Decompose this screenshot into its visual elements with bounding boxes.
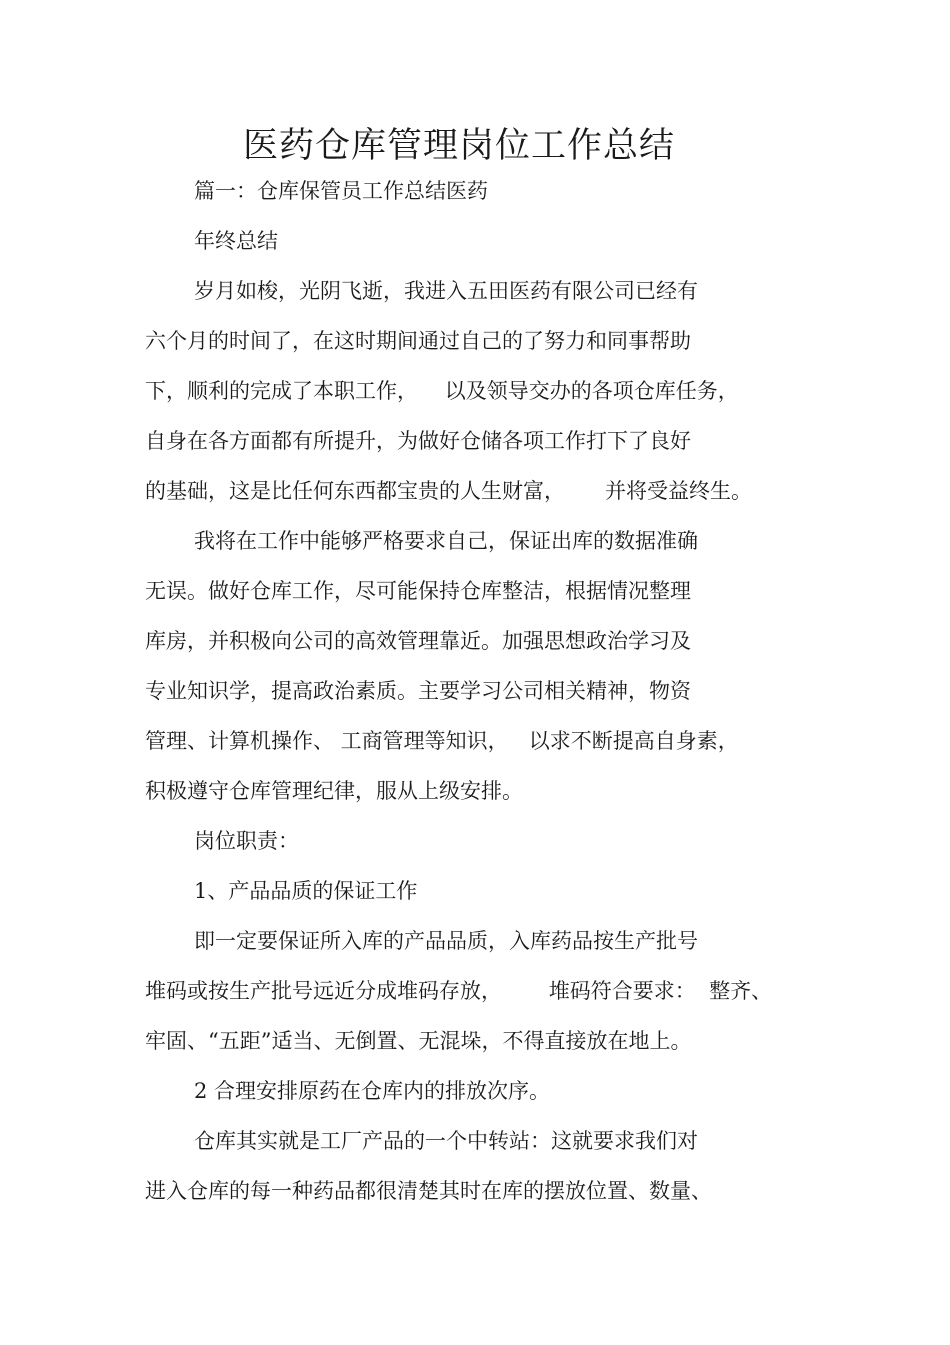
text-line: 岁月如梭，光阴飞逝，我进入五田医药有限公司已经有 — [194, 279, 698, 303]
text-line: 管理、计算机操作、 工商管理等知识， 以求不断提高自身素， — [145, 729, 739, 753]
text-line: 下，顺利的完成了本职工作， 以及领导交办的各项仓库任务， — [145, 379, 739, 403]
text-line: 岗位职责： — [194, 829, 299, 853]
text-line: 2 合理安排原药在仓库内的排放次序。 — [194, 1079, 551, 1103]
text-line: 积极遵守仓库管理纪律，服从上级安排。 — [145, 779, 523, 803]
text-line: 1、产品品质的保证工作 — [194, 879, 418, 903]
text-line: 六个月的时间了，在这时期间通过自己的了努力和同事帮助 — [145, 329, 691, 353]
text-line: 无误。做好仓库工作，尽可能保持仓库整洁，根据情况整理 — [145, 579, 691, 603]
text-line: 的基础，这是比任何东西都宝贵的人生财富， 并将受益终生。 — [145, 479, 753, 503]
text-line: 即一定要保证所入库的产品品质，入库药品按生产批号 — [194, 929, 698, 953]
text-line: 库房，并积极向公司的高效管理靠近。加强思想政治学习及 — [145, 629, 691, 653]
text-line: 年终总结 — [194, 229, 278, 253]
text-line: 自身在各方面都有所提升，为做好仓储各项工作打下了良好 — [145, 429, 691, 453]
document-title: 医药仓库管理岗位工作总结 — [242, 126, 675, 166]
text-line: 专业知识学，提高政治素质。主要学习公司相关精神，物资 — [145, 679, 691, 703]
text-line: 进入仓库的每一种药品都很清楚其时在库的摆放位置、数量、 — [145, 1179, 712, 1203]
text-line: 堆码或按生产批号远近分成堆码存放， 堆码符合要求： 整齐、 — [145, 979, 773, 1003]
text-line: 牢固、“五距”适当、无倒置、无混垛，不得直接放在地上。 — [145, 1029, 692, 1053]
text-line: 篇一：仓库保管员工作总结医药 — [194, 179, 488, 203]
text-line: 仓库其实就是工厂产品的一个中转站：这就要求我们对 — [194, 1129, 698, 1153]
text-line: 我将在工作中能够严格要求自己，保证出库的数据准确 — [194, 529, 698, 553]
